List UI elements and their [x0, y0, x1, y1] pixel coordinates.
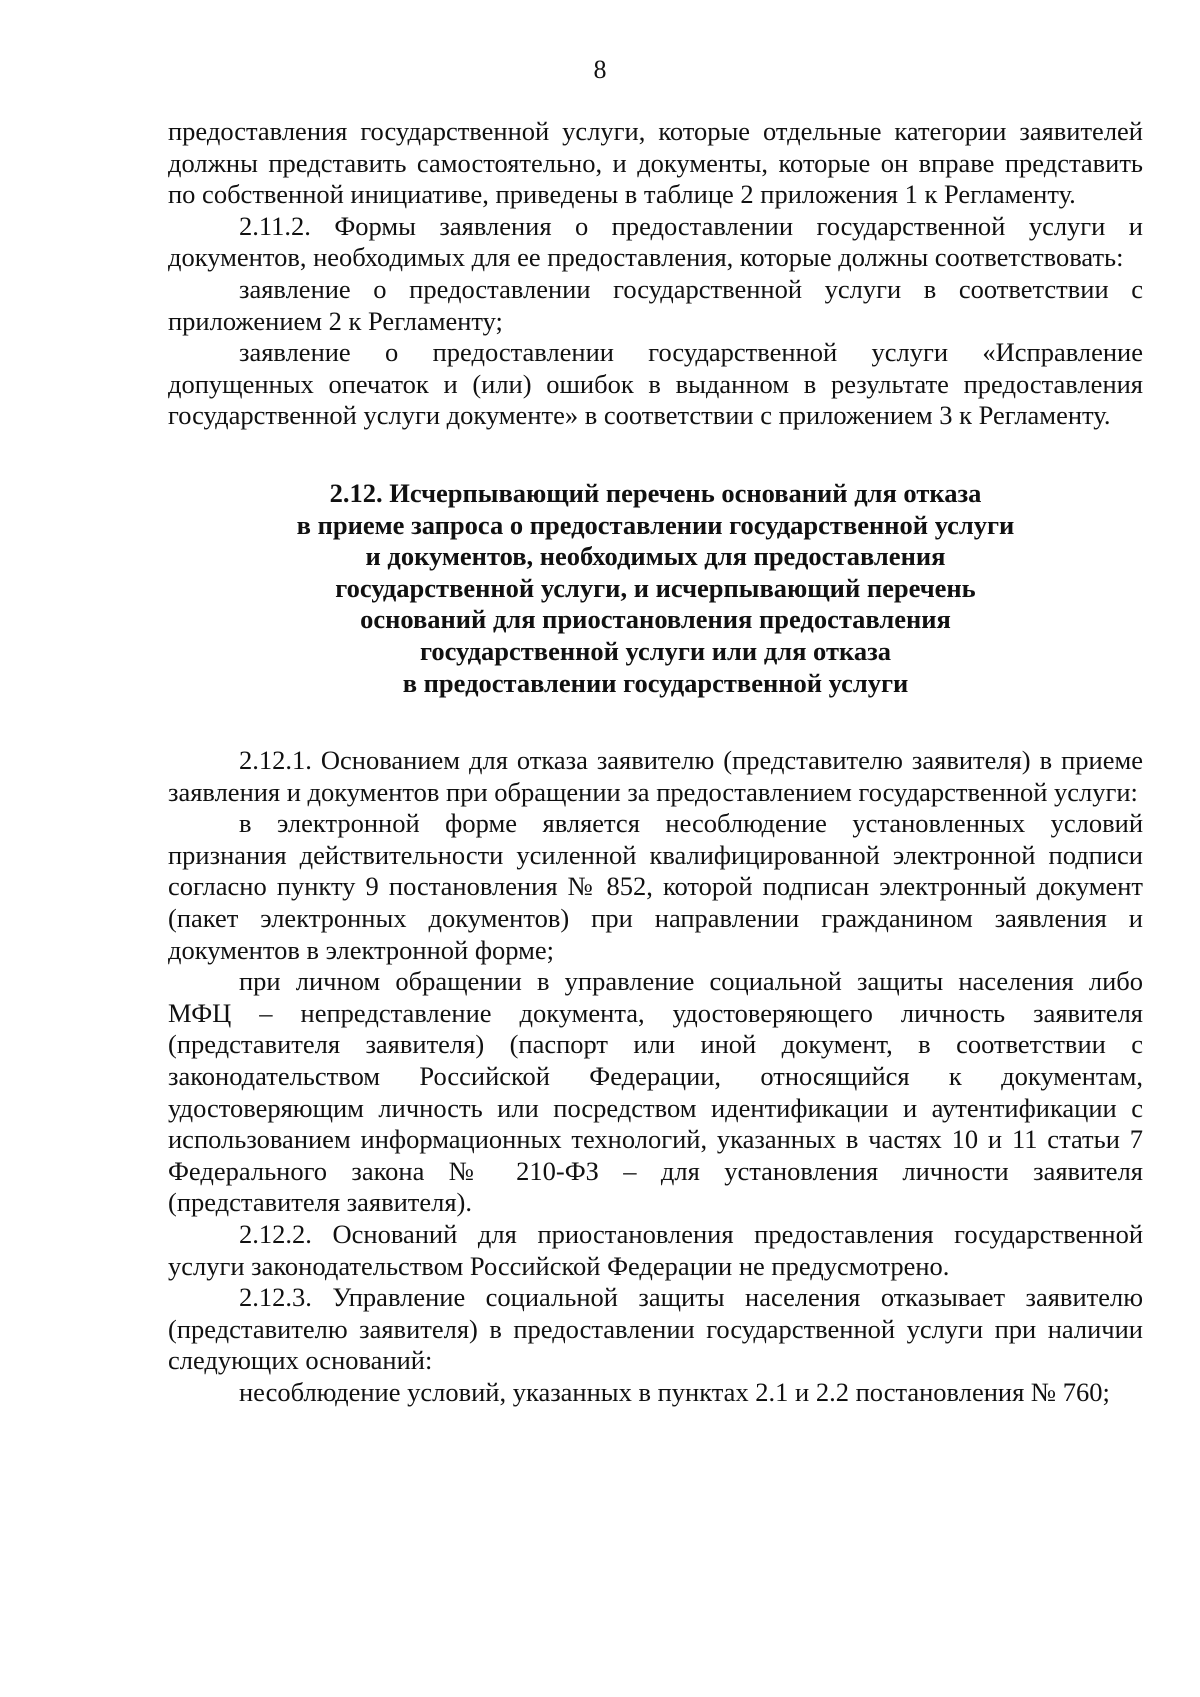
paragraph-2-12-2: 2.12.2. Оснований для приостановления предоставления государственной услуги законодательством Российской Федерации не предусмотрено. [168, 1219, 1143, 1281]
section-heading-2-12 [168, 478, 1143, 699]
paragraph-2-12-3: 2.12.3. Управление социальной защиты населения отказывает заявителю (представителю заявителя) в предоставлении государственной услуги при наличии следующих оснований: [168, 1282, 1143, 1376]
paragraph-2-12-1: 2.12.1. Основанием для отказа заявителю (представителю заявителя) в приеме заявления и документов при обращении за предоставлением государственной услуги: [168, 745, 1143, 807]
paragraph-personal-visit: при личном обращении в управление социальной защиты населения либо МФЦ – непредставление документа, удостоверяющего личность заявителя (представителя заявителя) (паспорт или иной документ, в соответствии с законодательством Российской Федерации, относящийся к документам, удостоверяющим личность или посредством идентификации и аутентификации с использованием информационных технологий, указанных в частях 10 и 11 статьи 7 Федерального закона № 210-ФЗ – для установления личности заявителя (представителя заявителя). [168, 966, 1143, 1218]
paragraph-continuation: предоставления государственной услуги, которые отдельные категории заявителей должны представить самостоятельно, и документы, которые он вправе представить по собственной инициативе, приведены в таблице 2 приложения 1 к Регламенту. [168, 116, 1143, 210]
page-number: 8 [593, 55, 607, 84]
paragraph-form-appendix-3: заявление о предоставлении государственной услуги «Исправление допущенных опечаток и (или) ошибок в выданном в результате предоставления государственной услуги документе» в соответствии с приложением 3 к Регламенту. [168, 337, 1143, 431]
heading-line: государственной услуги, и исчерпывающий перечень [335, 572, 976, 603]
heading-line: государственной услуги или для отказа [420, 635, 891, 666]
paragraph-form-appendix-2: заявление о предоставлении государственной услуги в соответствии с приложением 2 к Регламенту; [168, 273, 1143, 336]
heading-line: в предоставлении государственной услуги [402, 667, 909, 698]
page-content [168, 116, 1143, 1409]
paragraph-condition-760: несоблюдение условий, указанных в пунктах 2.1 и 2.2 постановления № 760; [239, 1376, 1110, 1407]
heading-line: и документов, необходимых для предоставления [365, 541, 946, 572]
paragraph-2-11-2: 2.11.2. Формы заявления о предоставлении государственной услуги и документов, необходимых для ее предоставления, которые должны соответствовать: [168, 210, 1143, 273]
paragraph-electronic-form: в электронной форме является несоблюдение установленных условий признания действительности усиленной квалифицированной электронной подписи согласно пункту 9 постановления № 852, которой подписан электронный документ (пакет электронных документов) при направлении гражданином заявления и документов в электронной форме; [168, 808, 1143, 965]
heading-line: оснований для приостановления предоставления [360, 604, 951, 635]
heading-line: 2.12. Исчерпывающий перечень оснований для отказа [329, 477, 982, 508]
heading-line: в приеме запроса о предоставлении государственной услуги [296, 509, 1015, 540]
